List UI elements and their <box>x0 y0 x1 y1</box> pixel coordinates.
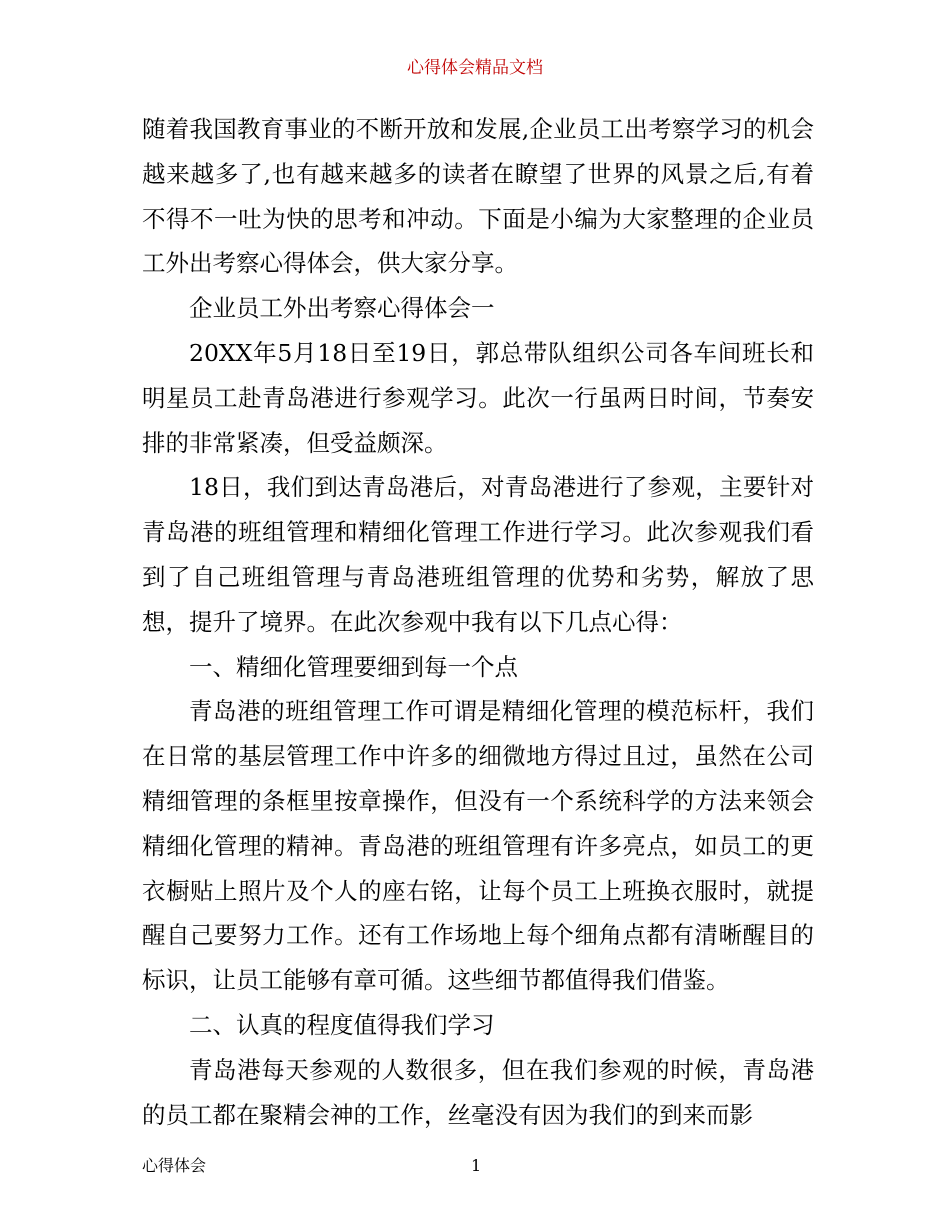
body-paragraph: 青岛港的班组管理工作可谓是精细化管理的模范标杆，我们在日常的基层管理工作中许多的细微地方得过且过，虽然在公司精细管理的条框里按章操作，但没有一个系统科学的方法来领会精细化管理的精神。青岛港的班组管理有许多亮点，如员工的更衣橱贴上照片及个人的座右铭，让每个员工上班换衣服时，就提醒自己要努力工作。还有工作场地上每个细角点都有清晰醒目的标识，让员工能够有章可循。这些细节都值得我们借鉴。 <box>142 697 814 995</box>
body-paragraph: 18日，我们到达青岛港后，对青岛港进行了参观，主要针对青岛港的班组管理和精细化管理工作进行学习。此次参观我们看到了自己班组管理与青岛港班组管理的优势和劣势，解放了思想，提升了境界。在此次参观中我有以下几点心得： <box>142 473 814 636</box>
subheading-2: 二、认真的程度值得我们学习 <box>189 1010 495 1039</box>
page-footer-label: 心得体会 <box>142 1156 207 1175</box>
intro-paragraph: 随着我国教育事业的不断开放和发展,企业员工出考察学习的机会越来越多了,也有越来越多的读者在瞭望了世界的风景之后,有着不得不一吐为快的思考和冲动。下面是小编为大家整理的企业员工外出考察心得体会，供大家分享。 <box>142 115 814 278</box>
body-paragraph: 20XX年5月18日至19日，郭总带队组织公司各车间班长和明星员工赴青岛港进行参观学习。此次一行虽两日时间，节奏安排的非常紧凑，但受益颇深。 <box>142 338 814 457</box>
section-title-1: 企业员工外出考察心得体会一 <box>189 294 495 323</box>
subheading-1: 一、精细化管理要细到每一个点 <box>189 652 518 681</box>
page-header-title: 心得体会精品文档 <box>407 58 543 78</box>
document-body <box>142 107 814 1137</box>
page-number: 1 <box>471 1156 482 1175</box>
body-paragraph: 青岛港每天参观的人数很多，但在我们参观的时候，青岛港的员工都在聚精会神的工作，丝毫没有因为我们的到来而影 <box>142 1055 814 1129</box>
